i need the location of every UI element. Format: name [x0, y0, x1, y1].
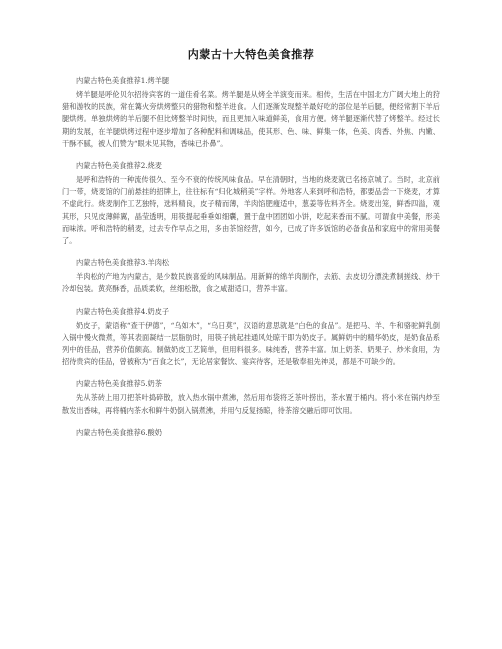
- section-heading: 内蒙古特色美食推荐6.酸奶: [76, 427, 162, 437]
- section-heading: 内蒙古特色美食推荐4.奶皮子: [76, 306, 170, 316]
- document-title: 内蒙古十大特色美食推荐: [187, 48, 315, 61]
- section-body: 奶皮子，蒙语称“查干伊德”，“乌如木”，“乌日莫”，汉语的意思就是“白色的食品”。是把马、羊、牛和骆驼鲜乳倒入锅中慢火微煮，等其表面凝结一层脂肪时，用筷子挑起挂通风处晾干即为奶皮子。属鲜奶中的精华奶皮，是奶食品系列中的佳品，营养价值颇高。制做奶皮工艺简单，但用料很多。味纯香，营养丰富。加上奶茶、奶果子、炒米食用，为招待贵宾的佳品，曾被称为“百食之长”，无论居家餐饮、宴宾待客，还是敬奉祖先神灵，都是不可缺少的。: [62, 320, 440, 367]
- section-body: 烤羊腿是呼伦贝尔招待宾客的一道佳肴名菜。烤羊腿是从烤全羊演变而来。相传，生活在中国北方广阔大地上的狩猎和游牧的民族，常在篝火旁烘烤整只的猎物和整羊进食。人们逐渐发现整羊最好吃的部位是羊后腿，便经常割下羊后腿烘烤。单独烘烤的羊后腿不但比烤整羊时间快，而且更加入味道鲜美，食用方便。烤羊腿逐渐代替了烤整羊。经过长期的发展，在羊腿烘烤过程中逐步增加了各种配料和调味品，使其形、色、味、鲜集一体，色美、肉香、外焦、内嫩、干酥不腻，被人们赞为“眼未见其物，香味已扑鼻”。: [62, 90, 440, 148]
- section-heading: 内蒙古特色美食推荐1.烤羊腿: [76, 76, 170, 85]
- section-milk-tea: [62, 378, 440, 416]
- section-roast-lamb-leg: [62, 75, 440, 150]
- section-milk-skin: [62, 306, 440, 369]
- section-yogurt: [62, 427, 440, 438]
- document-page: [62, 46, 440, 448]
- section-shaomai: [62, 160, 440, 247]
- section-heading: 内蒙古特色美食推荐2.烧麦: [76, 161, 162, 171]
- section-body: 羊肉松的产地为内蒙古，是少数民族喜爱的风味制品。用新鲜的绵羊肉制作，去筋、去皮切分漂洗煮制搓线、炒干冷却包装。黄亮酥香，品质柔软，丝细松散，食之咸甜适口，营养丰富。: [62, 272, 440, 294]
- section-body: 是呼和浩特的一种流传很久、至今不衰的传统风味食品。早在清朝时，当地的烧麦就已名扬京城了。当时，北京前门一带，烧麦馆的门前悬挂的招牌上，往往标有“归化城稍美”字样。外地客人来到呼和浩特，都要品尝一下烧麦，才算不虚此行。烧麦制作工艺独特，选料精良，皮子精而薄，羊肉馅肥瘦适中，葱姜等佐料齐全。烧麦出笼，鲜香四溢，观其形，只见皮薄鲜翼，晶莹透明，用筷提起垂垂如细囊，置于盘中团团如小饼，吃起来香而不腻。可谓食中美餐，形美而味浓。呼和浩特的稍麦，过去专作早点之用，多由茶馆经营，如今，已成了许多饭馆的必备食品和家庭中的常用美餐了。: [62, 175, 440, 246]
- section-heading: 内蒙古特色美食推荐5.奶茶: [76, 379, 162, 389]
- section-mutton-floss: [62, 257, 440, 295]
- section-heading: 内蒙古特色美食推荐3.羊肉松: [76, 258, 170, 268]
- section-body: 先从茶砖上用刀把茶叶捣碎散，放入热水锅中煮沸，然后用布袋将乏茶叶捞出，茶水置于桶内。将小米在锅内炒至散发出香味，再将桶内茶水和鲜牛奶倒入锅煮沸，并用勺反复扬晾，待茶溶交融后即可饮用。: [62, 393, 440, 415]
